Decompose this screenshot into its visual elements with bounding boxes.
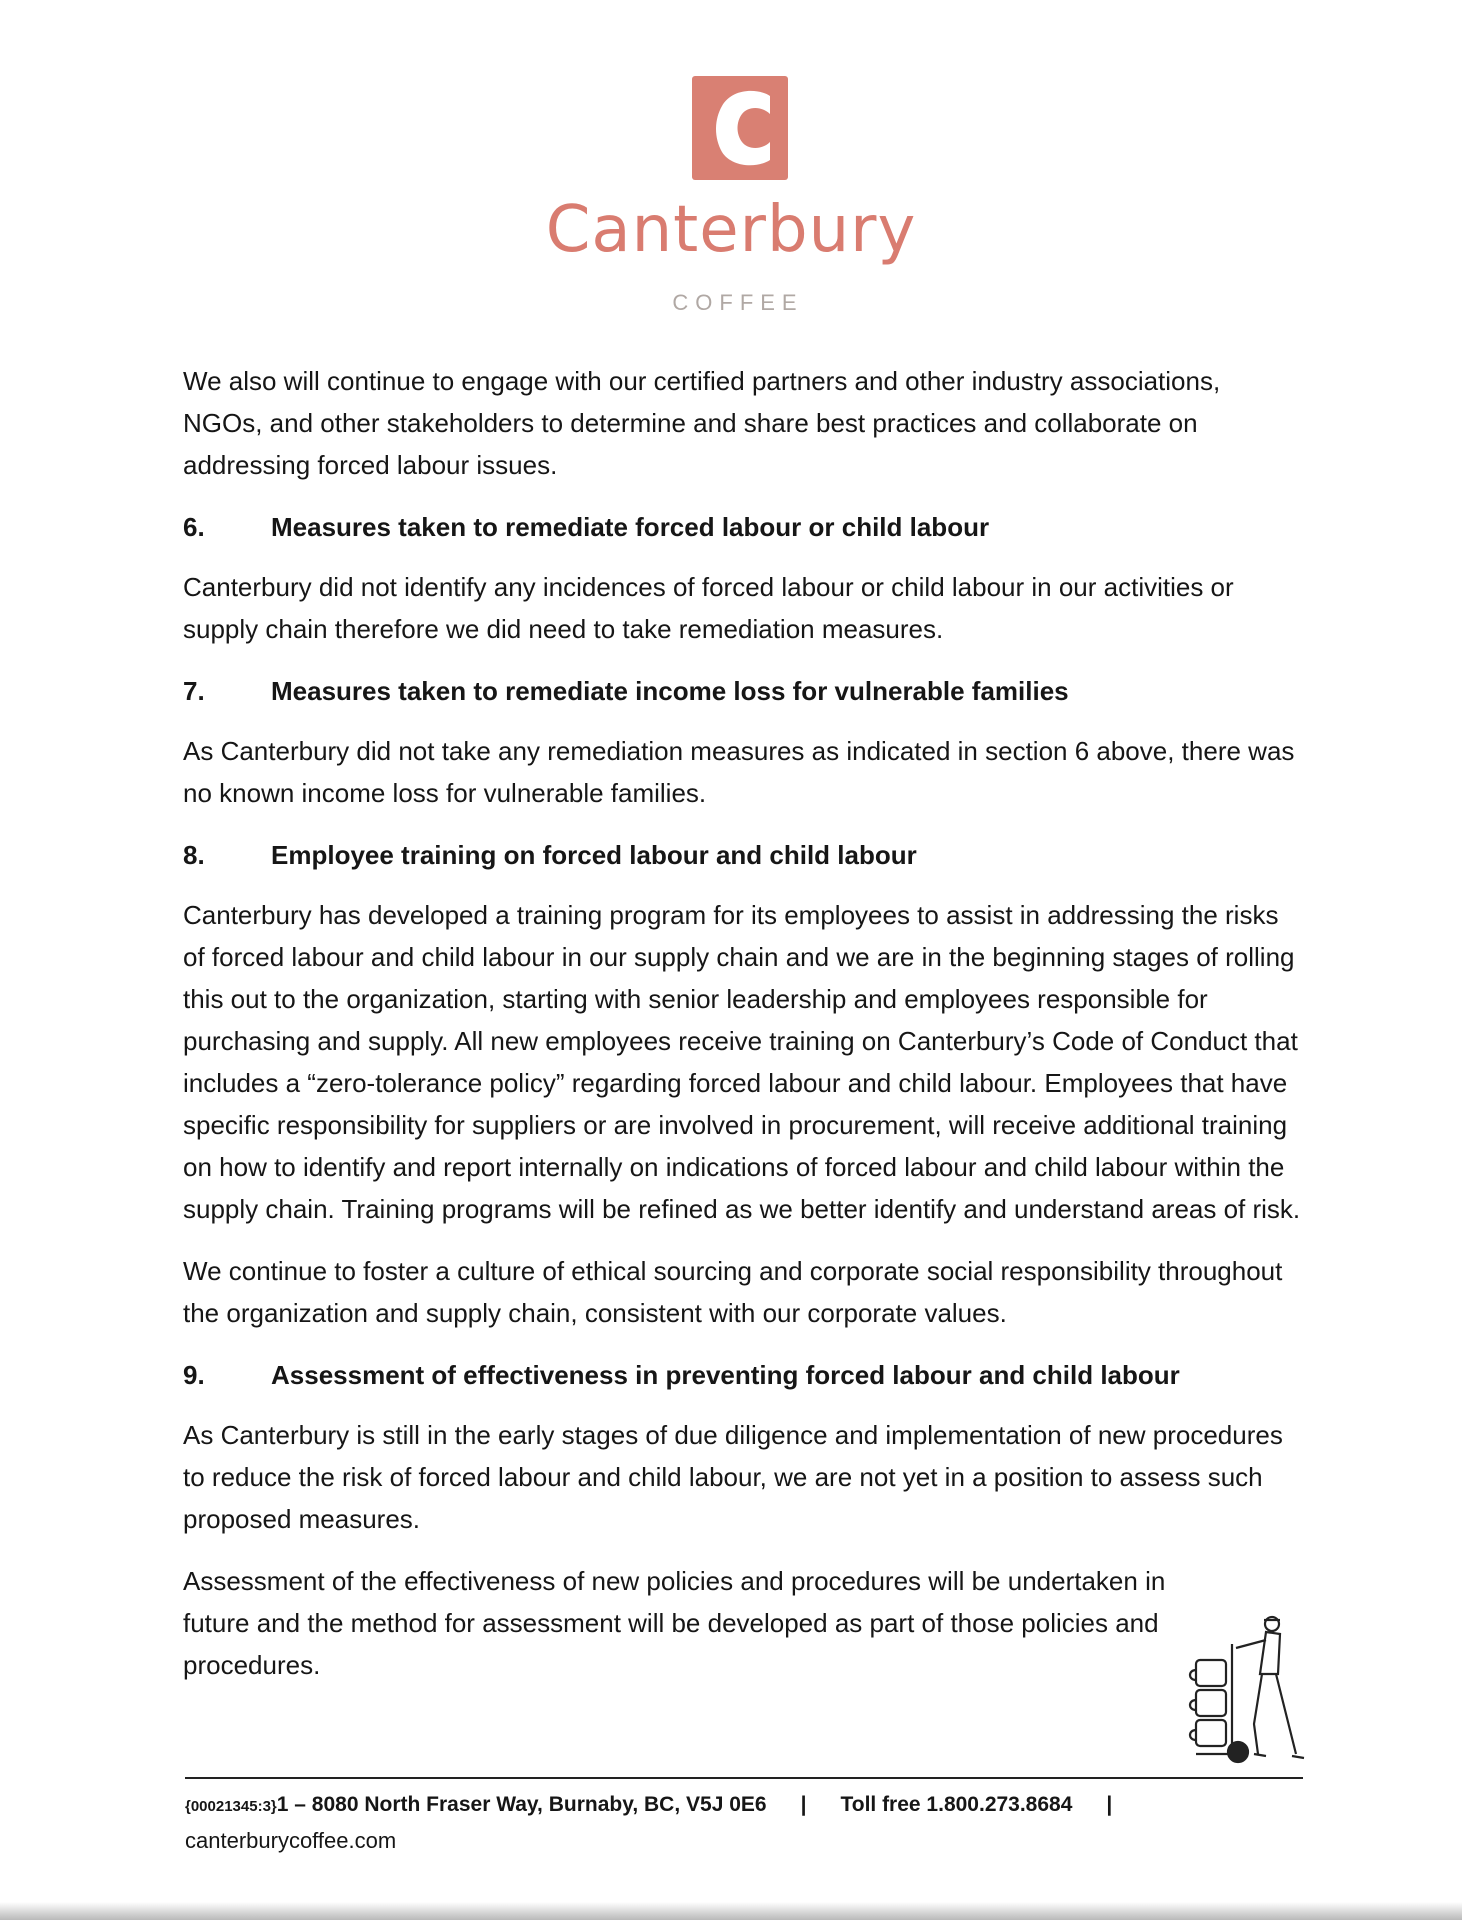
footer-separator: |: [800, 1793, 807, 1816]
section-number: 7.: [183, 676, 205, 706]
section-7-heading: [183, 670, 1303, 712]
section-number: 8.: [183, 840, 205, 870]
section-title: Employee training on forced labour and child labour: [271, 840, 917, 870]
section-number: 6.: [183, 512, 205, 542]
address: 1 – 8080 North Fraser Way, Burnaby, BC, V5J 0E6: [276, 1793, 767, 1816]
intro-paragraph: We also will continue to engage with our certified partners and other industry associations, NGOs, and other stakeholders to determine and share best practices and collaborate on addressing forced labour issues.: [183, 366, 1221, 480]
footer-separator: |: [1106, 1793, 1113, 1816]
section-8-paragraph: Canterbury has developed a training program for its employees to assist in addressing the risks of forced labour and child labour in our supply chain and we are in the beginning stages of rolling this out to the organization, starting with senior leadership and employees responsible for purchasing and supply. All new employees receive training on Canterbury’s Code of Conduct that includes a “zero-tolerance policy” regarding forced labour and child labour. Employees that have specific responsibility for suppliers or are involved in procurement, will receive additional training on how to identify and report internally on indications of forced labour and child labour within the supply chain. Training programs will be refined as we better identify and understand areas of risk.: [183, 900, 1301, 1224]
section-8-heading: [183, 834, 1303, 876]
footer-address-line: [185, 1788, 1303, 1824]
section-7-paragraph: As Canterbury did not take any remediation measures as indicated in section 6 above, there was no known income loss for vulnerable families.: [183, 736, 1295, 808]
delivery-worker-hand-truck-icon: [1188, 1614, 1306, 1764]
scan-edge-shadow: [0, 1902, 1462, 1920]
brand-tagline: COFFEE: [672, 290, 804, 315]
toll-free: Toll free 1.800.273.8684: [840, 1793, 1073, 1816]
document-body: [183, 360, 1303, 1706]
section-6-paragraph: Canterbury did not identify any incidences of forced labour or child labour in our activities or supply chain therefore we did need to take remediation measures.: [183, 572, 1234, 644]
brand-name: Canterbury: [545, 193, 917, 267]
section-6-heading: [183, 506, 1303, 548]
section-9-heading: [183, 1354, 1303, 1396]
section-title: Assessment of effectiveness in preventing forced labour and child labour: [271, 1360, 1180, 1390]
section-9-paragraph: As Canterbury is still in the early stages of due diligence and implementation of new procedures to reduce the risk of forced labour and child labour, we are not yet in a position to assess such proposed measures.: [183, 1420, 1283, 1534]
website-link[interactable]: canterburycoffee.com: [185, 1828, 397, 1853]
section-title: Measures taken to remediate forced labour or child labour: [271, 512, 990, 542]
section-9-paragraph: Assessment of the effectiveness of new policies and procedures will be undertaken in future and the method for assessment will be developed as part of those policies and procedures.: [183, 1566, 1166, 1680]
canterbury-c-logo-icon: [692, 76, 788, 180]
section-title: Measures taken to remediate income loss for vulnerable families: [271, 676, 1069, 706]
footer: [185, 1788, 1303, 1858]
section-8-paragraph: We continue to foster a culture of ethical sourcing and corporate social responsibility throughout the organization and supply chain, consistent with our corporate values.: [183, 1256, 1283, 1328]
section-number: 9.: [183, 1360, 205, 1390]
document-id: {00021345:3}: [185, 1798, 277, 1815]
footer-divider: [185, 1777, 1303, 1779]
